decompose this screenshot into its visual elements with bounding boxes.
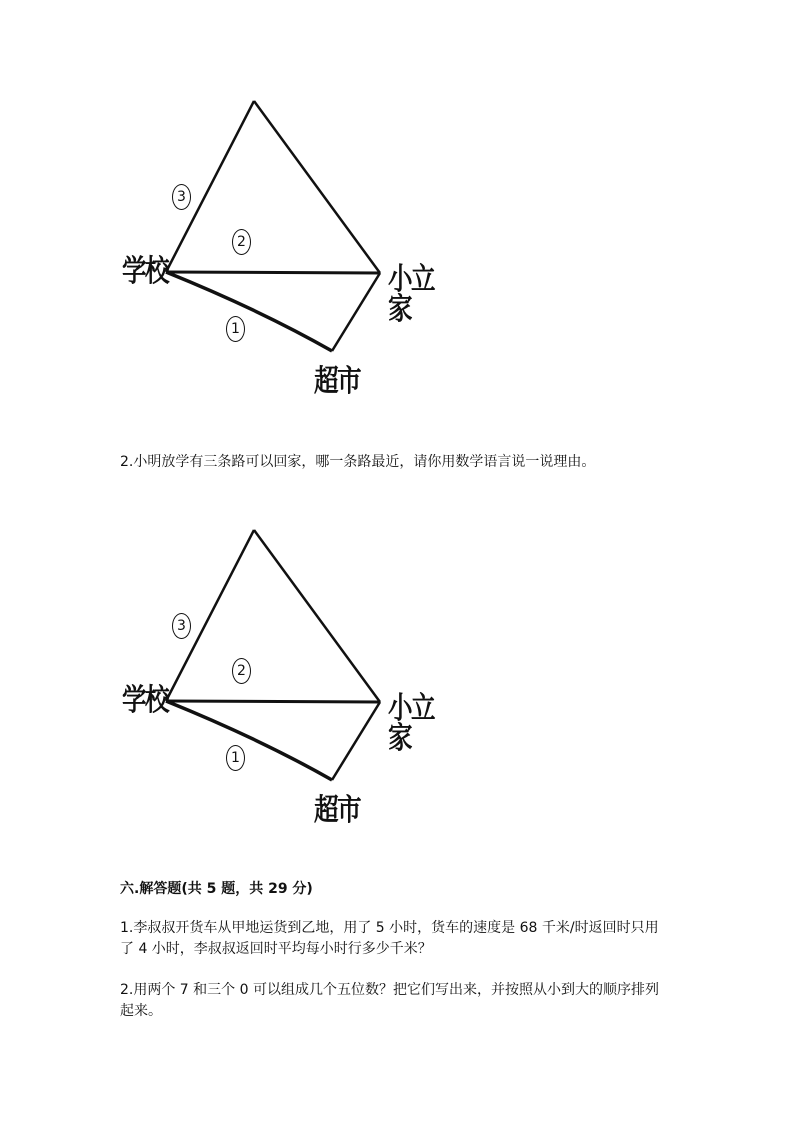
route-3-marker: 3 xyxy=(172,184,191,210)
section-6-question-1: 1.李叔叔开货车从甲地运货到乙地，用了 5 小时，货车的速度是 68 千米/时返回时只用了 4 小时，李叔叔返回时平均每小时行多少千米？ xyxy=(120,920,659,957)
route-1-line-a xyxy=(166,272,332,351)
market-label: 超市 xyxy=(314,793,360,828)
route-2-line xyxy=(166,272,380,273)
home-label: 小立家 xyxy=(388,262,434,327)
route-3-marker: 3 xyxy=(172,613,191,639)
route-1-line-b xyxy=(332,702,380,780)
route-1-line-a xyxy=(166,701,332,780)
home-label: 小立家 xyxy=(388,691,434,756)
school-label: 学校 xyxy=(122,254,168,289)
route-diagram-2 xyxy=(110,524,460,854)
route-1-marker: 1 xyxy=(226,316,245,342)
route-2-marker: 2 xyxy=(232,658,251,684)
route-3-line-b xyxy=(254,530,380,702)
route-1-marker: 1 xyxy=(226,745,245,771)
market-label: 超市 xyxy=(314,364,360,399)
school-label: 学校 xyxy=(122,683,168,718)
section-6-title: 六.解答题(共 5 题，共 29 分) xyxy=(120,881,313,897)
route-1-line-b xyxy=(332,273,380,351)
question-2: 2.小明放学有三条路可以回家，哪一条路最近，请你用数学语言说一说理由。 xyxy=(120,454,596,470)
route-2-line xyxy=(166,701,380,702)
route-2-marker: 2 xyxy=(232,229,251,255)
section-6-question-2: 2.用两个 7 和三个 0 可以组成几个五位数？把它们写出来，并按照从小到大的顺序排列起来。 xyxy=(120,982,659,1019)
route-diagram-1 xyxy=(110,95,460,425)
route-3-line-b xyxy=(254,101,380,273)
